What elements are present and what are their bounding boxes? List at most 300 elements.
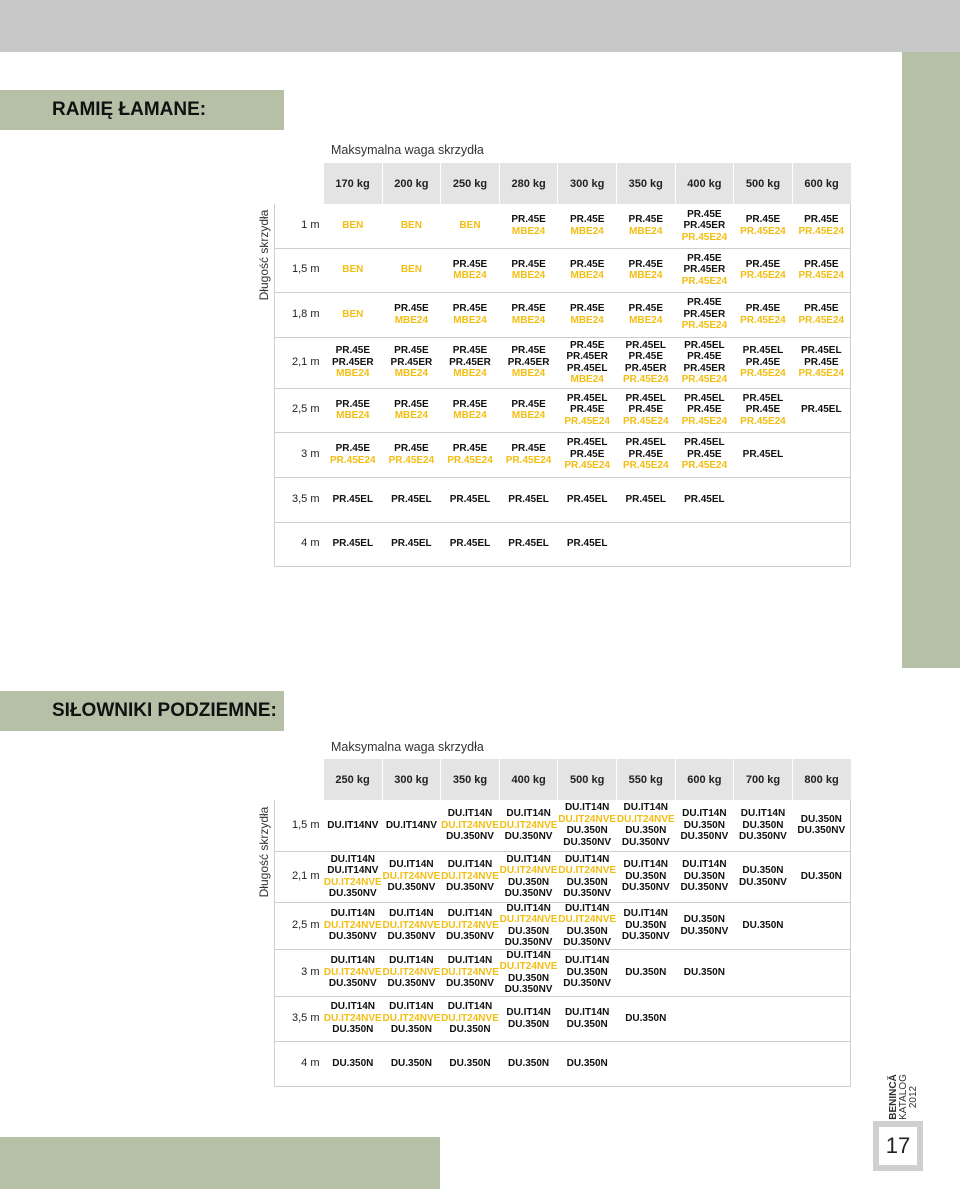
model-code: PR.45E: [452, 303, 488, 314]
model-code: PR.45E: [745, 404, 781, 416]
table-cell: [734, 800, 793, 851]
model-code: DU.IT24NVE: [499, 961, 558, 972]
model-code: DU.350NV: [680, 925, 729, 937]
table-cell: [558, 996, 617, 1041]
length-label: 1,5 m: [275, 248, 324, 292]
table-cell: [616, 522, 675, 566]
model-code: PR.45E24: [564, 460, 610, 472]
table-cell: [499, 388, 558, 432]
model-code: DU.IT24NVE: [441, 870, 499, 882]
model-code: MBE24: [511, 225, 546, 237]
table-cell: [558, 337, 617, 388]
model-code: PR.45EL: [742, 392, 784, 404]
weight-header: 300 kg: [382, 759, 441, 800]
table-cell: [616, 477, 675, 522]
model-code: DU.350NV: [563, 836, 612, 848]
model-code: DU.IT14N: [447, 955, 493, 967]
model-code: DU.IT14N: [623, 908, 668, 920]
length-label: 4 m: [275, 1041, 324, 1086]
table-cell: [734, 522, 793, 566]
table-cell: [792, 388, 851, 432]
model-code: PR.45E: [569, 404, 605, 416]
model-code: PR.45E: [569, 214, 605, 226]
table-cell: [675, 292, 734, 337]
max-weight-label: Maksymalna waga skrzydła: [331, 143, 484, 157]
table-cell: [675, 477, 734, 522]
model-code: MBE24: [511, 270, 546, 281]
model-code: DU.IT14N: [623, 859, 668, 871]
model-code: DU.350N: [566, 966, 608, 978]
header-corner: [275, 163, 324, 204]
model-code: PR.45E: [511, 443, 546, 454]
table-cell: [675, 851, 734, 902]
model-code: MBE24: [629, 314, 663, 326]
table-cell: [734, 337, 793, 388]
model-code: DU.350N: [566, 825, 608, 837]
table-cell: [616, 337, 675, 388]
model-code: PR.45E24: [388, 454, 435, 466]
table-cell: [499, 1041, 558, 1086]
model-code: BEN: [342, 308, 364, 320]
model-code: DU.350N: [508, 1057, 550, 1069]
model-code: DU.350NV: [446, 978, 494, 990]
model-code: DU.IT24NVE: [558, 865, 617, 876]
model-code: DU.IT14N: [447, 1001, 493, 1013]
model-code: PR.45E: [569, 258, 605, 270]
model-code: BEN: [400, 220, 422, 231]
model-code: DU.350NV: [621, 836, 670, 848]
model-code: PR.45E: [745, 303, 781, 314]
model-code: PR.45EL: [332, 493, 374, 505]
model-code: PR.45EL: [566, 437, 608, 449]
weight-header: 250 kg: [441, 163, 500, 204]
table-row: [275, 1041, 851, 1086]
model-code: DU.350NV: [739, 831, 787, 842]
model-code: DU.IT24NVE: [441, 1012, 499, 1024]
model-code: DU.350N: [508, 925, 550, 937]
model-code: DU.350NV: [446, 931, 494, 943]
page-number-box: [873, 1121, 923, 1171]
table-cell: [499, 902, 558, 949]
table-cell: [616, 800, 675, 851]
model-code: PR.45E: [569, 448, 605, 460]
model-code: DU.IT14N: [506, 808, 551, 819]
table-cell: [792, 522, 851, 566]
model-code: PR.45EL: [625, 437, 667, 449]
table-cell: [616, 851, 675, 902]
model-code: DU.IT14N: [564, 955, 610, 967]
model-code: DU.350NV: [504, 888, 553, 899]
table-cell: [675, 949, 734, 996]
weight-header: 350 kg: [616, 163, 675, 204]
model-code: PR.45E24: [681, 275, 728, 287]
table-cell: [558, 522, 617, 566]
model-code: PR.45E24: [798, 368, 845, 380]
model-code: PR.45E: [687, 252, 722, 264]
table-cell: [382, 851, 441, 902]
model-code: DU.IT14N: [330, 908, 376, 920]
table-cell: [324, 292, 383, 337]
model-code: PR.45E: [335, 398, 371, 410]
model-code: PR.45E: [511, 258, 546, 270]
model-code: DU.IT14N: [564, 902, 610, 914]
table-cell: [558, 902, 617, 949]
model-code: DU.IT14N: [389, 955, 434, 967]
model-code: DU.IT14N: [447, 908, 493, 920]
table-cell: [441, 996, 500, 1041]
length-label: 2,1 m: [275, 337, 324, 388]
table-cell: [324, 1041, 383, 1086]
model-code: DU.350NV: [387, 931, 436, 943]
model-code: DU.IT14N: [506, 1007, 551, 1018]
table-cell: [616, 204, 675, 248]
top-bar: [0, 0, 960, 52]
model-code: PR.45EL: [684, 392, 725, 404]
model-code: PR.45EL: [684, 437, 725, 449]
table-cell: [792, 1041, 851, 1086]
model-code: PR.45E24: [681, 320, 728, 332]
table-cell: [441, 292, 500, 337]
table-cell: [734, 902, 793, 949]
model-code: DU.350N: [566, 1018, 608, 1030]
model-code: PR.45E: [335, 443, 371, 454]
catalog-label: KATALOG 2012: [898, 1074, 919, 1120]
table-cell: [382, 996, 441, 1041]
compatibility-table-ramie: [274, 163, 851, 567]
model-code: DU.350NV: [621, 931, 670, 943]
section-title-silowniki: SIŁOWNIKI PODZIEMNE:: [0, 691, 284, 731]
model-code: DU.350N: [683, 870, 725, 882]
table-row: [275, 996, 851, 1041]
model-code: PR.45E24: [798, 225, 845, 237]
model-code: DU.IT14N: [506, 853, 551, 865]
model-code: PR.45E: [511, 214, 546, 226]
table-row: [275, 949, 851, 996]
header-corner: [275, 759, 324, 800]
model-code: DU.IT24NVE: [382, 919, 441, 931]
model-code: PR.45ER: [390, 356, 433, 368]
table-cell: [734, 477, 793, 522]
table-cell: [441, 1041, 500, 1086]
table-cell: [324, 949, 383, 996]
model-code: DU.IT14N: [564, 1007, 610, 1018]
table-cell: [616, 949, 675, 996]
model-code: PR.45E: [804, 303, 839, 314]
model-code: PR.45EL: [449, 538, 491, 550]
model-code: MBE24: [394, 368, 429, 380]
table-cell: [441, 432, 500, 477]
section-title-ramie: RAMIĘ ŁAMANE:: [0, 90, 284, 130]
model-code: DU.350NV: [563, 978, 612, 990]
model-code: PR.45EL: [684, 493, 725, 505]
model-code: DU.350N: [625, 1012, 667, 1024]
table-cell: [499, 851, 558, 902]
model-code: DU.350NV: [621, 882, 670, 894]
model-code: DU.IT24NVE: [499, 914, 558, 925]
table-cell: [558, 432, 617, 477]
model-code: MBE24: [511, 368, 546, 380]
model-code: DU.IT24NVE: [323, 919, 382, 931]
model-code: DU.IT14N: [389, 859, 434, 871]
model-code: PR.45E: [628, 214, 663, 226]
bottom-accent-bar: [0, 1137, 440, 1189]
model-code: PR.45E24: [622, 460, 669, 472]
length-label: 4 m: [275, 522, 324, 566]
model-code: DU.350N: [508, 1018, 550, 1030]
model-code: PR.45ER: [683, 220, 726, 231]
weight-header: 400 kg: [499, 759, 558, 800]
model-code: DU.350N: [742, 819, 784, 831]
model-code: PR.45E: [687, 351, 722, 362]
model-code: DU.IT14N: [506, 902, 551, 914]
table-cell: [499, 292, 558, 337]
table-cell: [616, 388, 675, 432]
table-row: [275, 292, 851, 337]
model-code: MBE24: [336, 368, 370, 380]
model-code: PR.45E: [628, 303, 663, 314]
model-code: DU.350NV: [504, 984, 553, 995]
model-code: PR.45E24: [681, 460, 728, 472]
table-cell: [441, 337, 500, 388]
table-row: [275, 851, 851, 902]
table-cell: [382, 1041, 441, 1086]
model-code: DU.350NV: [680, 831, 729, 842]
model-code: DU.350NV: [797, 825, 846, 837]
table-cell: [324, 522, 383, 566]
weight-header: 700 kg: [734, 759, 793, 800]
table-cell: [616, 996, 675, 1041]
table-cell: [499, 522, 558, 566]
model-code: DU.350NV: [328, 888, 377, 899]
model-code: DU.350N: [683, 914, 725, 925]
table-cell: [499, 432, 558, 477]
table-cell: [675, 337, 734, 388]
model-code: MBE24: [629, 225, 663, 237]
model-code: DU.IT24NVE: [382, 966, 441, 978]
model-code: DU.IT14N: [506, 949, 551, 961]
model-code: BEN: [342, 264, 364, 276]
model-code: DU.IT24NVE: [323, 966, 382, 978]
table-cell: [324, 477, 383, 522]
table-cell: [734, 292, 793, 337]
model-code: PR.45E24: [740, 270, 786, 281]
length-label: 1 m: [275, 204, 324, 248]
model-code: PR.45E: [394, 443, 429, 454]
model-code: MBE24: [511, 314, 546, 326]
length-label: 2,1 m: [275, 851, 324, 902]
table-cell: [558, 388, 617, 432]
weight-header: 250 kg: [324, 759, 383, 800]
model-code: PR.45EL: [625, 339, 667, 351]
weight-header: 280 kg: [499, 163, 558, 204]
table-cell: [382, 337, 441, 388]
table-cell: [792, 292, 851, 337]
header-row: [275, 759, 851, 800]
weight-header: 400 kg: [675, 163, 734, 204]
model-code: DU.IT14N: [682, 808, 727, 819]
table-cell: [675, 1041, 734, 1086]
model-code: DU.IT14N: [447, 859, 493, 871]
table-cell: [441, 800, 500, 851]
model-code: DU.IT14N: [330, 1001, 376, 1013]
table-cell: [675, 902, 734, 949]
model-code: PR.45E24: [740, 225, 786, 237]
table-cell: [324, 337, 383, 388]
model-code: DU.IT24NVE: [382, 870, 441, 882]
length-label: 3,5 m: [275, 477, 324, 522]
model-code: MBE24: [570, 314, 604, 326]
length-label: 1,5 m: [275, 800, 324, 851]
model-code: PR.45E: [511, 398, 546, 410]
model-code: DU.350NV: [563, 937, 612, 948]
table-cell: [675, 204, 734, 248]
model-code: PR.45EL: [391, 493, 432, 505]
model-code: DU.350NV: [563, 888, 612, 899]
model-code: DU.IT14NV: [327, 865, 379, 876]
table-cell: [675, 248, 734, 292]
weight-header: 500 kg: [558, 759, 617, 800]
model-code: PR.45E: [394, 345, 429, 357]
model-code: PR.45E: [628, 351, 663, 362]
model-code: DU.350NV: [504, 937, 553, 948]
page-number: 17: [879, 1127, 917, 1165]
table-cell: [382, 388, 441, 432]
table-row: [275, 337, 851, 388]
table-cell: [382, 477, 441, 522]
model-code: MBE24: [570, 270, 604, 281]
model-code: DU.IT14N: [623, 802, 668, 814]
model-code: PR.45ER: [507, 356, 550, 368]
table-cell: [616, 432, 675, 477]
model-code: MBE24: [394, 410, 429, 421]
model-code: DU.IT14N: [564, 853, 610, 865]
table-cell: [792, 432, 851, 477]
model-code: BEN: [342, 220, 364, 231]
table-cell: [441, 902, 500, 949]
model-code: PR.45E24: [798, 270, 845, 281]
model-code: PR.45ER: [449, 356, 491, 368]
length-label: 3 m: [275, 949, 324, 996]
table-cell: [441, 248, 500, 292]
model-code: BEN: [400, 264, 422, 276]
model-code: PR.45E: [687, 297, 722, 309]
model-code: PR.45E24: [740, 368, 786, 380]
table-cell: [616, 292, 675, 337]
length-label: 3 m: [275, 432, 324, 477]
model-code: DU.350N: [566, 876, 608, 888]
model-code: MBE24: [570, 225, 604, 237]
table-cell: [441, 851, 500, 902]
model-code: DU.IT24NVE: [441, 819, 499, 831]
table-cell: [324, 248, 383, 292]
model-code: PR.45EL: [391, 538, 432, 550]
table-cell: [558, 292, 617, 337]
model-code: PR.45E: [687, 208, 722, 220]
model-code: DU.350N: [742, 919, 784, 931]
model-code: PR.45E: [687, 448, 722, 460]
model-code: DU.350NV: [504, 831, 553, 842]
table-cell: [792, 248, 851, 292]
model-code: DU.IT14N: [389, 908, 434, 920]
model-code: PR.45ER: [683, 308, 726, 320]
table-cell: [382, 800, 441, 851]
max-weight-label: Maksymalna waga skrzydła: [331, 740, 484, 754]
table-row: [275, 800, 851, 851]
model-code: DU.350N: [566, 925, 608, 937]
table-cell: [499, 337, 558, 388]
model-code: PR.45E: [804, 258, 839, 270]
model-code: PR.45E24: [740, 415, 786, 427]
model-code: PR.45E: [745, 258, 781, 270]
table-cell: [441, 477, 500, 522]
model-code: MBE24: [394, 314, 429, 326]
model-code: PR.45E24: [622, 374, 669, 385]
table-row: [275, 902, 851, 949]
model-code: PR.45ER: [624, 362, 667, 374]
model-code: MBE24: [453, 314, 487, 326]
model-code: DU.IT14N: [330, 853, 376, 865]
length-label: 2,5 m: [275, 902, 324, 949]
table-cell: [382, 204, 441, 248]
model-code: DU.IT14N: [564, 802, 610, 814]
model-code: PR.45E24: [681, 231, 728, 243]
header-row: [275, 163, 851, 204]
model-code: DU.350N: [625, 825, 667, 837]
model-code: PR.45E: [569, 303, 605, 314]
model-code: PR.45EL: [508, 538, 549, 550]
model-code: DU.350NV: [387, 978, 436, 990]
model-code: PR.45EL: [801, 345, 842, 357]
table-cell: [558, 851, 617, 902]
model-code: PR.45EL: [332, 538, 374, 550]
model-code: PR.45EL: [742, 448, 784, 460]
table-cell: [558, 1041, 617, 1086]
length-label: 1,8 m: [275, 292, 324, 337]
table-cell: [558, 248, 617, 292]
model-code: DU.350N: [508, 876, 550, 888]
model-code: DU.IT14N: [330, 955, 376, 967]
model-code: DU.350N: [800, 870, 842, 882]
model-code: PR.45E: [394, 398, 429, 410]
table-cell: [734, 949, 793, 996]
model-code: BEN: [459, 220, 481, 231]
model-code: DU.IT24NVE: [323, 876, 382, 888]
model-code: DU.IT24NVE: [499, 819, 558, 831]
model-code: PR.45EL: [566, 493, 608, 505]
model-code: PR.45E: [511, 345, 546, 357]
model-code: PR.45E: [745, 214, 781, 226]
model-code: DU.IT14N: [389, 1001, 434, 1013]
model-code: PR.45E: [452, 398, 488, 410]
model-code: PR.45E: [569, 339, 605, 351]
table-row: [275, 388, 851, 432]
model-code: DU.350N: [508, 972, 550, 984]
table-cell: [675, 432, 734, 477]
model-code: MBE24: [629, 270, 663, 281]
model-code: DU.350NV: [680, 882, 729, 894]
model-code: DU.350N: [449, 1024, 491, 1036]
table-cell: [558, 949, 617, 996]
model-code: DU.IT14NV: [385, 819, 437, 831]
model-code: DU.350NV: [387, 882, 436, 894]
model-code: DU.350N: [566, 1057, 608, 1069]
table-cell: [792, 477, 851, 522]
table-cell: [324, 388, 383, 432]
model-code: DU.IT24NVE: [382, 1012, 441, 1024]
model-code: DU.350N: [625, 919, 667, 931]
model-code: PR.45EL: [625, 392, 667, 404]
table-cell: [792, 902, 851, 949]
